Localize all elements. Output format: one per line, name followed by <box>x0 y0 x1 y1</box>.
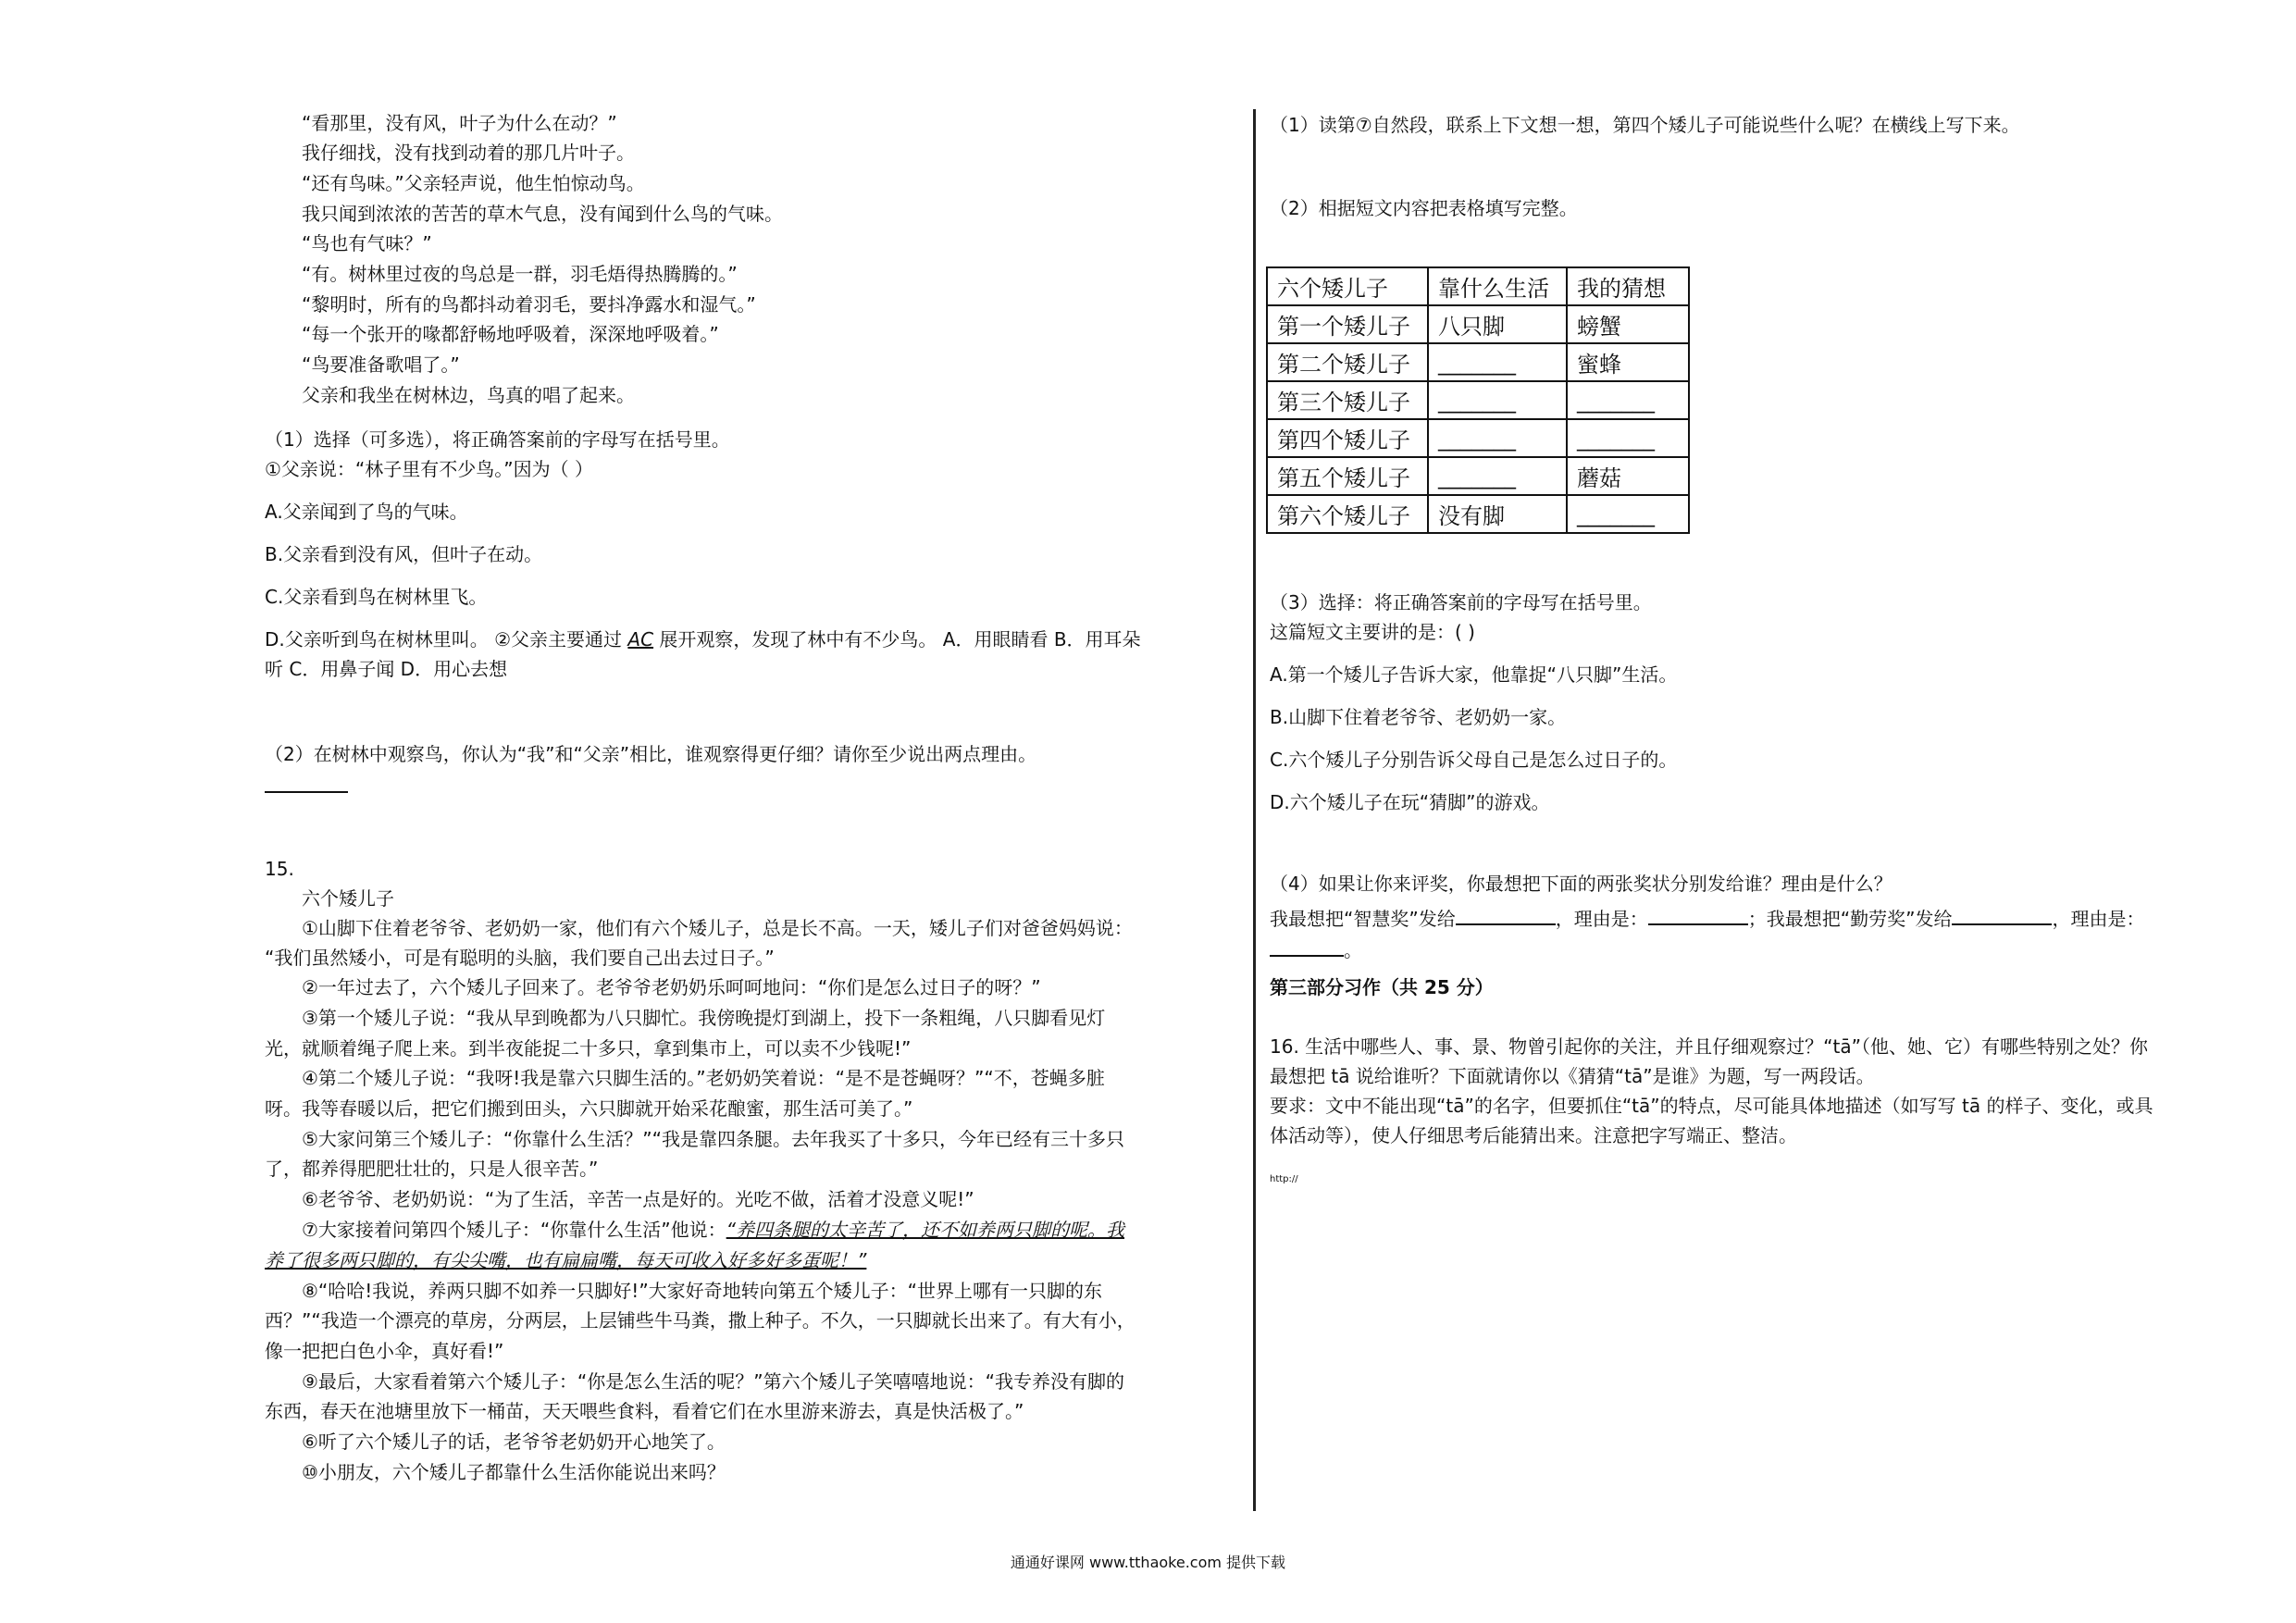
dialog-line: “有。树林里过夜的鸟总是一群，羽毛焐得热腾腾的。” <box>302 263 738 285</box>
story-line: “我们虽然矮小，可是有聪明的头脑，我们要自己出去过日子。” <box>265 947 775 969</box>
table-header-row <box>1267 267 1689 305</box>
story-line: ④第二个矮儿子说：“我呀!我是靠六只脚生活的。”老奶奶笑着说：“是不是苍蝇呀？”“不，苍蝇多脏 <box>302 1067 1105 1089</box>
q1-sub1: ①父亲说：“林子里有不少鸟。”因为（ ） <box>265 458 594 480</box>
table-cell: 第六个矮儿子 <box>1267 495 1428 533</box>
dialog-line: 我仔细找，没有找到动着的那几片叶子。 <box>302 142 635 164</box>
right-q3-option-d: D.六个矮儿子在玩“猜脚”的游戏。 <box>1270 791 1550 813</box>
table-cell: 蜜蜂 <box>1567 343 1689 381</box>
table-header: 六个矮儿子 <box>1267 267 1428 305</box>
table-row <box>1267 495 1689 533</box>
q1-option-d-line2: 听 C．用鼻子闻 D．用心去想 <box>265 658 508 680</box>
right-q2: （2）相据短文内容把表格填写完整。 <box>1270 197 1578 219</box>
right-q3-option-a: A.第一个矮儿子告诉大家，他靠捉“八只脚”生活。 <box>1270 663 1678 686</box>
story-line: ⑤大家问第三个矮儿子：“你靠什么生活？”“我是靠四条腿。去年我买了十多只，今年已经有三十多只 <box>302 1128 1125 1150</box>
q1-option-d-text: D.父亲听到鸟在树林里叫。 ②父亲主要通过 <box>265 628 628 650</box>
table-cell: 第四个矮儿子 <box>1267 419 1428 457</box>
dialog-line: “鸟也有气味？” <box>302 232 432 254</box>
story-line: ②一年过去了，六个矮儿子回来了。老爷爷老奶奶乐呵呵地问：“你们是怎么过日子的呀？” <box>302 976 1041 998</box>
q2-text: （2）在树林中观察鸟，你认为“我”和“父亲”相比，谁观察得更仔细？请你至少说出两点理由。 <box>265 743 1037 765</box>
answer-blank[interactable] <box>1456 901 1556 925</box>
story-line: 呀。我等春暖以后，把它们搬到田头，六只脚就开始采花酿蜜，那生活可美了。” <box>265 1097 913 1120</box>
table-cell: _______ <box>1428 343 1567 381</box>
q1-answer: AC <box>627 628 654 650</box>
table-cell: 第二个矮儿子 <box>1267 343 1428 381</box>
table-row <box>1267 343 1689 381</box>
paragraph-7-answer: “养四条腿的太辛苦了，还不如养两只脚的呢。我 <box>726 1219 1125 1241</box>
dialog-line: “还有鸟味。”父亲轻声说，他生怕惊动鸟。 <box>302 172 645 194</box>
story-line: ③第一个矮儿子说：“我从早到晚都为八只脚忙。我傍晚提灯到湖上，投下一条粗绳，八只脚看见灯 <box>302 1007 1106 1029</box>
table-cell: _______ <box>1428 457 1567 495</box>
table-row <box>1267 381 1689 419</box>
q15-number: 15. <box>265 858 294 880</box>
dialog-line: “每一个张开的喙都舒畅地呼吸着，深深地呼吸着。” <box>302 323 719 345</box>
story-line: ⑥老爷爷、老奶奶说：“为了生活，辛苦一点是好的。光吃不做，活着才没意义呢!” <box>302 1188 974 1210</box>
paragraph-7 <box>302 1218 1124 1242</box>
right-q3-option-b: B.山脚下住着老爷爷、老奶奶一家。 <box>1270 706 1567 728</box>
story-line: 西？”“我造一个漂亮的草房，分两层，上层铺些牛马粪，撒上种子。不久，一只脚就长出来了。有大有小， <box>265 1309 1136 1332</box>
q1-title: （1）选择（可多选），将正确答案前的字母写在括号里。 <box>265 428 730 451</box>
q1-option-a: A.父亲闻到了鸟的气味。 <box>265 501 468 523</box>
table-cell: 第三个矮儿子 <box>1267 381 1428 419</box>
table-header: 靠什么生活 <box>1428 267 1567 305</box>
story-line: ⑩小朋友，六个矮儿子都靠什么生活你能说出来吗？ <box>302 1461 726 1483</box>
q4-text: 我最想把“智慧奖”发给 <box>1270 908 1456 930</box>
table-cell: 蘑菇 <box>1567 457 1689 495</box>
paragraph-7-text: ⑦大家接着问第四个矮儿子：“你靠什么生活”他说： <box>302 1219 726 1241</box>
http-text: http:// <box>1270 1174 1298 1184</box>
table-row <box>1267 305 1689 343</box>
table-row <box>1267 457 1689 495</box>
column-divider <box>1253 109 1256 1511</box>
answer-blank[interactable] <box>1270 933 1344 957</box>
q1-option-b: B.父亲看到没有风，但叶子在动。 <box>265 543 543 565</box>
story-line: ⑧“哈哈!我说，养两只脚不如养一只脚好!”大家好奇地转向第五个矮儿子：“世界上哪有一只脚的东 <box>302 1280 1103 1302</box>
right-q1: （1）读第⑦自然段，联系上下文想一想，第四个矮儿子可能说些什么呢？在横线上写下来。 <box>1270 114 2020 136</box>
dialog-line: 父亲和我坐在树林边，鸟真的唱了起来。 <box>302 384 635 406</box>
right-q4-title: （4）如果让你来评奖，你最想把下面的两张奖状分别发给谁？理由是什么？ <box>1270 873 1893 895</box>
table-cell: _______ <box>1428 419 1567 457</box>
table-cell: 八只脚 <box>1428 305 1567 343</box>
paragraph-7-answer-line2: 养了很多两只脚的，有尖尖嘴，也有扁扁嘴，每天可收入好多好多蛋呢！” <box>265 1249 867 1271</box>
answer-blank[interactable] <box>1952 901 2052 925</box>
answer-blank[interactable] <box>1648 901 1748 925</box>
footer-text: 通通好课网 www.tthaoke.com 提供下载 <box>1010 1554 1286 1571</box>
q16-line: 体活动等），使人仔细思考后能猜出来。注意把字写端正、整洁。 <box>1270 1124 1797 1146</box>
right-q3-option-c: C.六个矮儿子分别告诉父母自己是怎么过日子的。 <box>1270 749 1678 771</box>
right-q4-line2 <box>1270 933 1362 962</box>
q16-line: 最想把 tā 说给谁听？下面就请你以《猜猜“tā”是谁》为题，写一两段话。 <box>1270 1065 1875 1087</box>
story-line: 光，就顺着绳子爬上来。到半夜能捉二十多只，拿到集市上，可以卖不少钱呢!” <box>265 1037 912 1059</box>
q4-text: ，理由是： <box>1555 908 1648 930</box>
q4-end: 。 <box>1344 939 1362 961</box>
q1-option-c: C.父亲看到鸟在树林里飞。 <box>265 586 488 608</box>
table-cell: _______ <box>1567 495 1689 533</box>
table-cell: 螃蟹 <box>1567 305 1689 343</box>
story-line: 东西，春天在池塘里放下一桶苗，天天喂些食料，看着它们在水里游来游去，真是快活极了。” <box>265 1400 1024 1422</box>
dialog-line: “黎明时，所有的鸟都抖动着羽毛，要抖净露水和湿气。” <box>302 293 756 316</box>
q1-option-d-rest: 展开观察，发现了林中有不少鸟。 A．用眼睛看 B．用耳朵 <box>653 628 1141 650</box>
story-line: ①山脚下住着老爷爷、老奶奶一家，他们有六个矮儿子，总是长不高。一天，矮儿子们对爸爸妈妈说： <box>302 917 1133 939</box>
q4-text: ；我最想把“勤劳奖”发给 <box>1747 908 1953 930</box>
right-q4-line <box>1270 901 2144 931</box>
dialog-line: 我只闻到浓浓的苦苦的草木气息，没有闻到什么鸟的气味。 <box>302 203 783 225</box>
table-header: 我的猜想 <box>1567 267 1689 305</box>
q1-option-d <box>265 627 1141 651</box>
q16-line: 要求：文中不能出现“tā”的名字，但要抓住“tā”的特点，尽可能具体地描述（如写写 tā 的样子、变化，或具 <box>1270 1095 2153 1117</box>
dialog-line: “鸟要准备歌唱了。” <box>302 353 460 376</box>
table-cell: 第五个矮儿子 <box>1267 457 1428 495</box>
right-q3-title: （3）选择：将正确答案前的字母写在括号里。 <box>1270 591 1652 613</box>
story-line: ⑥听了六个矮儿子的话，老爷爷老奶奶开心地笑了。 <box>302 1431 726 1453</box>
table-cell: _______ <box>1567 419 1689 457</box>
story-line: 了，都养得肥肥壮壮的，只是人很辛苦。” <box>265 1158 599 1180</box>
story-title: 六个矮儿子 <box>302 887 394 910</box>
answer-line <box>265 791 348 793</box>
table-cell: _______ <box>1567 381 1689 419</box>
fill-in-table <box>1266 266 1690 534</box>
story-line: ⑨最后，大家看着第六个矮儿子：“你是怎么生活的呢？”第六个矮儿子笑嘻嘻地说：“我专养没有脚的 <box>302 1370 1125 1393</box>
dialog-line: “看那里，没有风，叶子为什么在动？” <box>302 112 617 134</box>
story-line: 像一把把白色小伞，真好看!” <box>265 1340 504 1362</box>
table-cell: _______ <box>1428 381 1567 419</box>
table-cell: 第一个矮儿子 <box>1267 305 1428 343</box>
right-q3-stem: 这篇短文主要讲的是：( ) <box>1270 621 1475 643</box>
q16-line: 16. 生活中哪些人、事、景、物曾引起你的关注，并且仔细观察过？“tā”（他、她、它）有哪些特别之处？你 <box>1270 1035 2148 1058</box>
table-row <box>1267 419 1689 457</box>
table-cell: 没有脚 <box>1428 495 1567 533</box>
q4-text: ，理由是： <box>2052 908 2145 930</box>
part3-heading: 第三部分习作（共 25 分） <box>1270 976 1494 998</box>
